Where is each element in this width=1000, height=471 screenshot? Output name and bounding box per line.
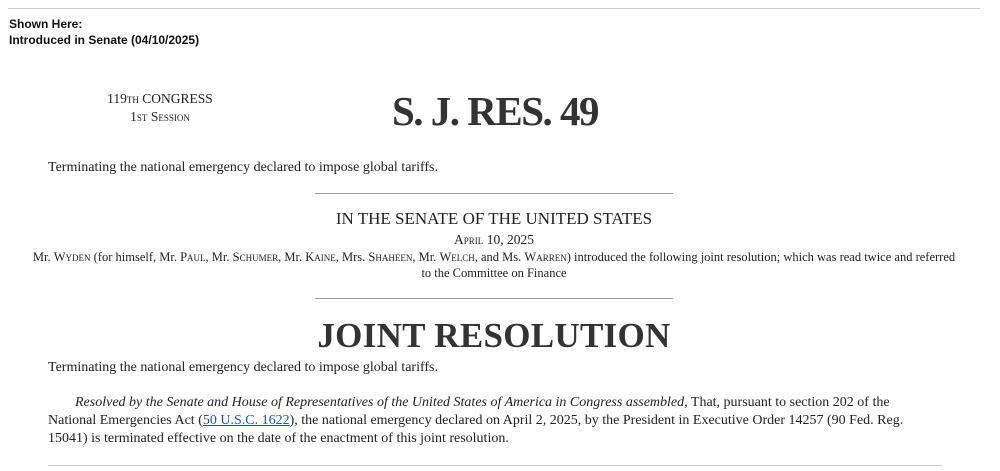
sponsor-text: , Mr. [278,250,306,264]
action-date [0,232,988,248]
sponsor-schumer: Schumer [232,250,279,264]
congress-session-block [100,90,220,126]
congress-number: 119 [107,91,127,106]
action-date-rest: 10, 2025 [483,232,534,247]
sponsor-text: , Mrs. [335,250,369,264]
congress-line [100,90,220,108]
sponsor-text: , Mr. [412,250,440,264]
session-number: 1 [130,109,137,124]
usc-citation-link[interactable]: 50 U.S.C. 1622 [202,413,290,428]
congress-word: CONGRESS [142,91,213,106]
resolution-text-part1: That, pursuant to section 202 of the National Emergencies Act ( [48,395,890,428]
sponsor-text: , Mr. [205,250,233,264]
sponsor-wyden: Wyden [53,250,91,264]
resolution-body [48,394,928,448]
summary-top: Terminating the national emergency declared to impose global tariffs. [48,160,438,175]
sponsor-paul: Paul [180,250,206,264]
sponsor-text: (for himself, Mr. [90,250,181,264]
summary-bottom: Terminating the national emergency declared to impose global tariffs. [48,360,438,375]
sponsor-shaheen: Shaheen [368,250,413,264]
enacting-clause: Resolved by the Senate and House of Representatives of the United States of America in Congress assembled, [75,395,688,410]
sponsor-warren: Warren [524,250,567,264]
divider-lower [315,298,673,299]
senate-heading: IN THE SENATE OF THE UNITED STATES [335,209,653,228]
bill-number: S. J. RES. 49 [391,88,599,134]
congress-ordinal: th [126,91,139,106]
joint-resolution-title: JOINT RESOLUTION [317,316,671,355]
session-ordinal: st [136,109,148,124]
sponsor-welch: Welch [439,250,475,264]
action-date-month: April [454,232,484,247]
divider-upper [315,193,673,194]
shown-here-label: Shown Here: [9,17,83,31]
sponsor-kaine: Kaine [305,250,336,264]
session-line [100,108,220,126]
version-label: Introduced in Senate (04/10/2025) [9,33,200,47]
resolution-text-part2: ), the national emergency declared on April 2, 2025, by the President in Executive Order 14257 (90 Fed. Reg. 15041) is terminated effective on the date of the enactment of this joint resolution. [48,413,904,446]
top-divider [8,8,980,9]
session-word: Session [150,109,190,124]
sponsor-text: Mr. [32,250,54,264]
sponsors-statement [30,249,958,281]
bottom-divider [48,465,942,466]
version-header [9,16,199,48]
sponsor-text: , and Ms. [474,250,525,264]
sponsor-text: ) introduced the following joint resolution; which was read twice and referred to the Committee on Finance [421,250,956,280]
